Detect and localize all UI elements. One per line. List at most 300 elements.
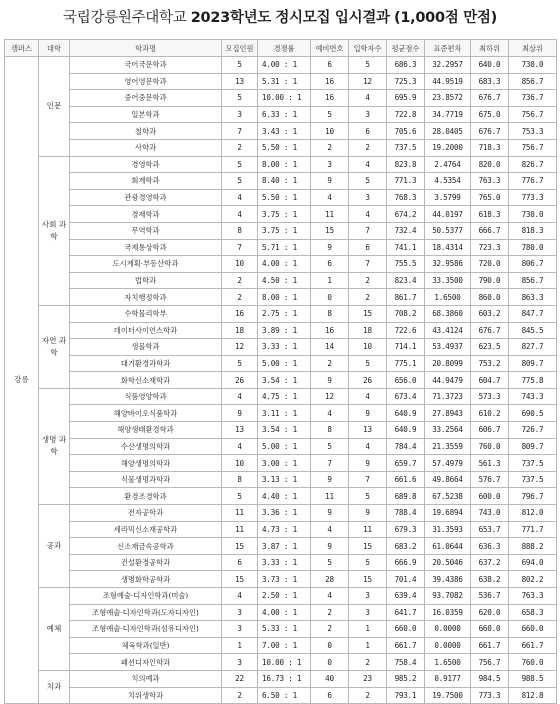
cell-dept-name: 수산생명의학과	[70, 438, 222, 455]
cell-competition-rate: 3.73 : 1	[258, 571, 311, 588]
cell-quota: 3	[222, 621, 258, 638]
cell-quota: 5	[222, 173, 258, 190]
table-row	[5, 471, 557, 488]
cell-quota: 8	[222, 222, 258, 239]
cell-quota: 7	[222, 123, 258, 140]
cell-average-score: 722.8	[387, 106, 425, 123]
cell-lowest-score: 610.2	[471, 405, 509, 422]
cell-average-score: 985.2	[387, 670, 425, 687]
cell-enrolled-count: 5	[349, 57, 387, 74]
cell-dept-name: 관광경영학과	[70, 189, 222, 206]
cell-dept-name: 무역학과	[70, 222, 222, 239]
cell-enrolled-count: 11	[349, 521, 387, 538]
cell-dept-name: 조형예술·디자인학과(도자디자인)	[70, 604, 222, 621]
cell-waitlist-number: 5	[311, 554, 349, 571]
cell-competition-rate: 4.50 : 1	[258, 272, 311, 289]
cell-average-score: 768.3	[387, 189, 425, 206]
cell-waitlist-number: 9	[311, 239, 349, 256]
cell-std-deviation: 3.5799	[425, 189, 471, 206]
table-row	[5, 90, 557, 107]
cell-lowest-score: 618.3	[471, 206, 509, 223]
cell-lowest-score: 790.0	[471, 272, 509, 289]
cell-quota: 16	[222, 305, 258, 322]
cell-std-deviation: 71.3723	[425, 388, 471, 405]
cell-enrolled-count: 2	[349, 654, 387, 671]
cell-average-score: 666.9	[387, 554, 425, 571]
cell-std-deviation: 19.7500	[425, 687, 471, 704]
college-cell: 예체	[39, 588, 70, 671]
cell-competition-rate: 5.00 : 1	[258, 355, 311, 372]
table-row	[5, 388, 557, 405]
cell-std-deviation: 0.0000	[425, 637, 471, 654]
cell-average-score: 722.6	[387, 322, 425, 339]
cell-quota: 11	[222, 521, 258, 538]
cell-std-deviation: 61.0644	[425, 538, 471, 555]
cell-average-score: 661.7	[387, 637, 425, 654]
cell-lowest-score: 675.0	[471, 106, 509, 123]
cell-std-deviation: 33.2564	[425, 422, 471, 439]
cell-highest-score: 863.3	[509, 289, 557, 306]
cell-dept-name: 체육학과(일반)	[70, 637, 222, 654]
cell-waitlist-number: 28	[311, 571, 349, 588]
cell-dept-name: 데이터사이언스학과	[70, 322, 222, 339]
cell-enrolled-count: 4	[349, 388, 387, 405]
cell-competition-rate: 4.00 : 1	[258, 57, 311, 74]
cell-competition-rate: 4.40 : 1	[258, 488, 311, 505]
cell-competition-rate: 5.50 : 1	[258, 189, 311, 206]
cell-lowest-score: 753.2	[471, 355, 509, 372]
cell-lowest-score: 683.3	[471, 73, 509, 90]
cell-highest-score: 845.5	[509, 322, 557, 339]
cell-waitlist-number: 2	[311, 604, 349, 621]
cell-dept-name: 법학과	[70, 272, 222, 289]
cell-dept-name: 수학물리학부	[70, 305, 222, 322]
cell-waitlist-number: 9	[311, 538, 349, 555]
cell-waitlist-number: 8	[311, 422, 349, 439]
cell-average-score: 737.5	[387, 139, 425, 156]
table-row	[5, 123, 557, 140]
cell-dept-name: 해양생태환경학과	[70, 422, 222, 439]
cell-dept-name: 화학신소재학과	[70, 372, 222, 389]
cell-enrolled-count: 5	[349, 488, 387, 505]
cell-quota: 2	[222, 139, 258, 156]
cell-dept-name: 환경조경학과	[70, 488, 222, 505]
cell-lowest-score: 603.2	[471, 305, 509, 322]
cell-dept-name: 사학과	[70, 139, 222, 156]
cell-enrolled-count: 3	[349, 588, 387, 605]
cell-enrolled-count: 3	[349, 189, 387, 206]
cell-highest-score: 809.7	[509, 438, 557, 455]
cell-quota: 1	[222, 637, 258, 654]
table-row	[5, 156, 557, 173]
cell-lowest-score: 984.5	[471, 670, 509, 687]
cell-waitlist-number: 4	[311, 588, 349, 605]
campus-cell: 강릉	[5, 57, 39, 704]
cell-lowest-score: 600.0	[471, 488, 509, 505]
cell-enrolled-count: 15	[349, 538, 387, 555]
cell-waitlist-number: 4	[311, 189, 349, 206]
cell-lowest-score: 666.7	[471, 222, 509, 239]
table-row	[5, 637, 557, 654]
cell-waitlist-number: 3	[311, 156, 349, 173]
cell-enrolled-count: 26	[349, 372, 387, 389]
cell-competition-rate: 3.75 : 1	[258, 206, 311, 223]
cell-waitlist-number: 11	[311, 488, 349, 505]
cell-highest-score: 763.3	[509, 588, 557, 605]
cell-enrolled-count: 5	[349, 554, 387, 571]
cell-waitlist-number: 9	[311, 372, 349, 389]
cell-dept-name: 중어중문학과	[70, 90, 222, 107]
table-row	[5, 488, 557, 505]
cell-competition-rate: 8.00 : 1	[258, 289, 311, 306]
cell-highest-score: 661.7	[509, 637, 557, 654]
table-body	[5, 57, 557, 704]
cell-lowest-score: 620.0	[471, 604, 509, 621]
cell-highest-score: 736.7	[509, 90, 557, 107]
cell-enrolled-count: 23	[349, 670, 387, 687]
cell-std-deviation: 43.4124	[425, 322, 471, 339]
cell-enrolled-count: 4	[349, 156, 387, 173]
cell-average-score: 775.1	[387, 355, 425, 372]
cell-lowest-score: 676.7	[471, 90, 509, 107]
cell-average-score: 695.9	[387, 90, 425, 107]
cell-highest-score: 888.2	[509, 538, 557, 555]
cell-lowest-score: 820.0	[471, 156, 509, 173]
cell-std-deviation: 44.9479	[425, 372, 471, 389]
cell-lowest-score: 623.5	[471, 339, 509, 356]
cell-highest-score: 726.7	[509, 422, 557, 439]
table-row	[5, 372, 557, 389]
cell-average-score: 673.4	[387, 388, 425, 405]
cell-waitlist-number: 8	[311, 305, 349, 322]
table-row	[5, 355, 557, 372]
cell-dept-name: 일본학과	[70, 106, 222, 123]
cell-competition-rate: 8.40 : 1	[258, 173, 311, 190]
cell-competition-rate: 3.54 : 1	[258, 422, 311, 439]
table-row	[5, 670, 557, 687]
cell-quota: 2	[222, 289, 258, 306]
cell-lowest-score: 636.3	[471, 538, 509, 555]
table-row	[5, 57, 557, 74]
table-row	[5, 588, 557, 605]
cell-lowest-score: 604.7	[471, 372, 509, 389]
cell-enrolled-count: 10	[349, 339, 387, 356]
cell-waitlist-number: 14	[311, 339, 349, 356]
cell-enrolled-count: 1	[349, 621, 387, 638]
cell-dept-name: 패션디자인학과	[70, 654, 222, 671]
table-row	[5, 438, 557, 455]
cell-waitlist-number: 16	[311, 90, 349, 107]
cell-std-deviation: 20.5046	[425, 554, 471, 571]
cell-quota: 11	[222, 505, 258, 522]
cell-waitlist-number: 4	[311, 405, 349, 422]
cell-std-deviation: 32.2957	[425, 57, 471, 74]
cell-dept-name: 회계학과	[70, 173, 222, 190]
cell-dept-name: 치위생학과	[70, 687, 222, 704]
cell-lowest-score: 561.3	[471, 455, 509, 472]
table-row	[5, 422, 557, 439]
cell-quota: 5	[222, 355, 258, 372]
cell-std-deviation: 1.6500	[425, 654, 471, 671]
table-row	[5, 139, 557, 156]
cell-enrolled-count: 7	[349, 222, 387, 239]
cell-average-score: 788.4	[387, 505, 425, 522]
cell-enrolled-count: 6	[349, 123, 387, 140]
cell-lowest-score: 536.7	[471, 588, 509, 605]
cell-std-deviation: 20.8099	[425, 355, 471, 372]
cell-dept-name: 전자공학과	[70, 505, 222, 522]
cell-competition-rate: 16.73 : 1	[258, 670, 311, 687]
cell-average-score: 679.3	[387, 521, 425, 538]
cell-highest-score: 806.7	[509, 256, 557, 273]
cell-quota: 26	[222, 372, 258, 389]
cell-dept-name: 도시계획·부동산학과	[70, 256, 222, 273]
cell-enrolled-count: 18	[349, 322, 387, 339]
cell-competition-rate: 3.33 : 1	[258, 339, 311, 356]
cell-highest-score: 771.7	[509, 521, 557, 538]
cell-highest-score: 660.0	[509, 621, 557, 638]
cell-average-score: 641.7	[387, 604, 425, 621]
cell-dept-name: 영어영문학과	[70, 73, 222, 90]
cell-quota: 3	[222, 604, 258, 621]
cell-average-score: 771.3	[387, 173, 425, 190]
cell-waitlist-number: 7	[311, 455, 349, 472]
cell-quota: 4	[222, 438, 258, 455]
table-row	[5, 256, 557, 273]
cell-enrolled-count: 4	[349, 206, 387, 223]
cell-dept-name: 경제학과	[70, 206, 222, 223]
cell-quota: 13	[222, 73, 258, 90]
cell-highest-score: 847.7	[509, 305, 557, 322]
cell-std-deviation: 4.5354	[425, 173, 471, 190]
cell-lowest-score: 661.7	[471, 637, 509, 654]
cell-lowest-score: 743.0	[471, 505, 509, 522]
cell-lowest-score: 660.0	[471, 621, 509, 638]
cell-quota: 3	[222, 654, 258, 671]
cell-average-score: 823.8	[387, 156, 425, 173]
cell-lowest-score: 765.0	[471, 189, 509, 206]
header-quota: 모집인원	[222, 40, 258, 57]
table-row	[5, 106, 557, 123]
cell-waitlist-number: 16	[311, 322, 349, 339]
cell-lowest-score: 718.3	[471, 139, 509, 156]
cell-dept-name: 자치행정학과	[70, 289, 222, 306]
cell-average-score: 686.3	[387, 57, 425, 74]
cell-quota: 12	[222, 339, 258, 356]
cell-std-deviation: 57.4979	[425, 455, 471, 472]
page-title	[0, 5, 560, 31]
table-row	[5, 305, 557, 322]
title-year: 2023학년도	[190, 10, 272, 26]
cell-waitlist-number: 2	[311, 139, 349, 156]
cell-competition-rate: 3.13 : 1	[258, 471, 311, 488]
cell-average-score: 639.4	[387, 588, 425, 605]
cell-competition-rate: 5.33 : 1	[258, 621, 311, 638]
cell-std-deviation: 39.4386	[425, 571, 471, 588]
table-row	[5, 206, 557, 223]
cell-average-score: 659.7	[387, 455, 425, 472]
cell-std-deviation: 67.5238	[425, 488, 471, 505]
cell-highest-score: 780.0	[509, 239, 557, 256]
cell-quota: 15	[222, 538, 258, 555]
table-row	[5, 654, 557, 671]
cell-enrolled-count: 3	[349, 106, 387, 123]
cell-std-deviation: 32.9586	[425, 256, 471, 273]
cell-enrolled-count: 1	[349, 637, 387, 654]
cell-average-score: 705.6	[387, 123, 425, 140]
college-cell: 공과	[39, 505, 70, 588]
cell-lowest-score: 763.3	[471, 173, 509, 190]
cell-average-score: 640.9	[387, 405, 425, 422]
cell-waitlist-number: 9	[311, 173, 349, 190]
cell-average-score: 823.4	[387, 272, 425, 289]
cell-competition-rate: 2.50 : 1	[258, 588, 311, 605]
cell-waitlist-number: 2	[311, 621, 349, 638]
cell-lowest-score: 653.7	[471, 521, 509, 538]
cell-competition-rate: 5.31 : 1	[258, 73, 311, 90]
table-row	[5, 239, 557, 256]
table-row	[5, 272, 557, 289]
cell-average-score: 683.2	[387, 538, 425, 555]
cell-waitlist-number: 0	[311, 654, 349, 671]
cell-highest-score: 856.7	[509, 73, 557, 90]
cell-dept-name: 국제통상학과	[70, 239, 222, 256]
header-highest-score: 최상위	[509, 40, 557, 57]
cell-std-deviation: 27.8943	[425, 405, 471, 422]
cell-waitlist-number: 5	[311, 438, 349, 455]
cell-std-deviation: 44.9519	[425, 73, 471, 90]
cell-enrolled-count: 5	[349, 173, 387, 190]
cell-average-score: 725.3	[387, 73, 425, 90]
cell-quota: 2	[222, 687, 258, 704]
college-cell: 치과	[39, 670, 70, 703]
cell-enrolled-count: 7	[349, 256, 387, 273]
cell-waitlist-number: 0	[311, 289, 349, 306]
title-scale: (1,000점 만점)	[394, 10, 497, 26]
cell-enrolled-count: 2	[349, 139, 387, 156]
cell-enrolled-count: 4	[349, 438, 387, 455]
cell-dept-name: 대기환경과학과	[70, 355, 222, 372]
cell-quota: 4	[222, 388, 258, 405]
cell-waitlist-number: 12	[311, 388, 349, 405]
cell-std-deviation: 18.4314	[425, 239, 471, 256]
table-row	[5, 604, 557, 621]
cell-average-score: 660.0	[387, 621, 425, 638]
cell-dept-name: 해양바이오식품학과	[70, 405, 222, 422]
cell-enrolled-count: 7	[349, 471, 387, 488]
cell-dept-name: 경영학과	[70, 156, 222, 173]
cell-dept-name: 조형예술·디자인학과(미술)	[70, 588, 222, 605]
table-row	[5, 322, 557, 339]
cell-highest-score: 812.8	[509, 687, 557, 704]
cell-average-score: 701.4	[387, 571, 425, 588]
cell-quota: 5	[222, 156, 258, 173]
cell-quota: 22	[222, 670, 258, 687]
cell-highest-score: 773.3	[509, 189, 557, 206]
cell-lowest-score: 756.7	[471, 654, 509, 671]
table-row	[5, 571, 557, 588]
table-row	[5, 621, 557, 638]
cell-waitlist-number: 9	[311, 505, 349, 522]
cell-lowest-score: 638.2	[471, 571, 509, 588]
cell-average-score: 714.1	[387, 339, 425, 356]
cell-average-score: 656.0	[387, 372, 425, 389]
cell-average-score: 793.1	[387, 687, 425, 704]
cell-lowest-score: 773.3	[471, 687, 509, 704]
cell-competition-rate: 3.87 : 1	[258, 538, 311, 555]
cell-waitlist-number: 10	[311, 123, 349, 140]
cell-highest-score: 856.7	[509, 272, 557, 289]
cell-competition-rate: 5.50 : 1	[258, 139, 311, 156]
cell-waitlist-number: 0	[311, 637, 349, 654]
cell-quota: 5	[222, 488, 258, 505]
cell-lowest-score: 676.7	[471, 322, 509, 339]
table-row	[5, 173, 557, 190]
table-row	[5, 455, 557, 472]
cell-quota: 10	[222, 256, 258, 273]
cell-waitlist-number: 6	[311, 57, 349, 74]
cell-std-deviation: 0.0000	[425, 621, 471, 638]
header-enrolled-count: 입학자수	[349, 40, 387, 57]
cell-competition-rate: 6.50 : 1	[258, 687, 311, 704]
college-cell: 자연 과학	[39, 305, 70, 388]
table-row	[5, 687, 557, 704]
header-campus: 캠퍼스	[5, 40, 39, 57]
cell-average-score: 861.7	[387, 289, 425, 306]
header-department: 학과명	[70, 40, 222, 57]
cell-highest-score: 737.5	[509, 471, 557, 488]
cell-highest-score: 753.3	[509, 123, 557, 140]
cell-std-deviation: 93.7082	[425, 588, 471, 605]
cell-dept-name: 생물학과	[70, 339, 222, 356]
table-row	[5, 505, 557, 522]
cell-lowest-score: 637.2	[471, 554, 509, 571]
table-row	[5, 339, 557, 356]
cell-dept-name: 조형예술·디자인학과(섬유디자인)	[70, 621, 222, 638]
cell-average-score: 708.2	[387, 305, 425, 322]
table-row	[5, 222, 557, 239]
college-cell: 인문	[39, 57, 70, 157]
cell-enrolled-count: 2	[349, 272, 387, 289]
cell-competition-rate: 4.73 : 1	[258, 521, 311, 538]
cell-average-score: 732.4	[387, 222, 425, 239]
cell-enrolled-count: 15	[349, 305, 387, 322]
college-cell: 생명 과학	[39, 388, 70, 504]
cell-competition-rate: 5.71 : 1	[258, 239, 311, 256]
cell-competition-rate: 4.00 : 1	[258, 256, 311, 273]
cell-std-deviation: 21.3559	[425, 438, 471, 455]
cell-quota: 15	[222, 571, 258, 588]
cell-dept-name: 생명화학공학과	[70, 571, 222, 588]
cell-dept-name: 신소재금속공학과	[70, 538, 222, 555]
cell-dept-name: 철학과	[70, 123, 222, 140]
cell-std-deviation: 53.4937	[425, 339, 471, 356]
table-row	[5, 538, 557, 555]
cell-highest-score: 737.5	[509, 455, 557, 472]
cell-competition-rate: 3.75 : 1	[258, 222, 311, 239]
cell-waitlist-number: 5	[311, 106, 349, 123]
cell-enrolled-count: 9	[349, 405, 387, 422]
cell-highest-score: 775.8	[509, 372, 557, 389]
cell-enrolled-count: 12	[349, 73, 387, 90]
table-row	[5, 554, 557, 571]
cell-std-deviation: 68.3860	[425, 305, 471, 322]
cell-highest-score: 756.7	[509, 139, 557, 156]
cell-average-score: 741.1	[387, 239, 425, 256]
cell-waitlist-number: 1	[311, 272, 349, 289]
cell-std-deviation: 44.0197	[425, 206, 471, 223]
cell-average-score: 661.6	[387, 471, 425, 488]
